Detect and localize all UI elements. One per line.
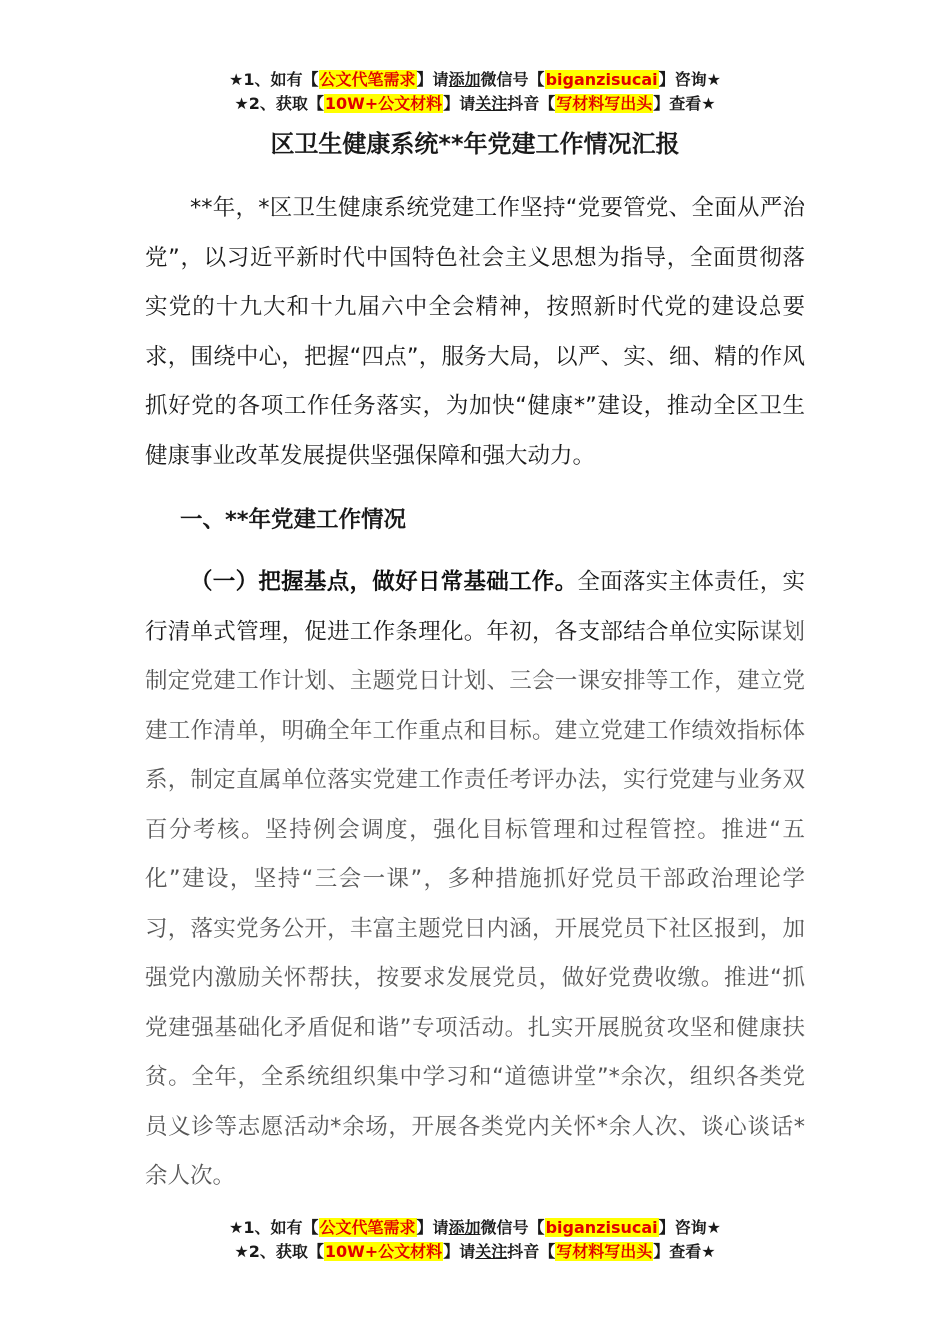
banner-line-1: [0, 68, 950, 92]
banner-text: 】查看★: [653, 94, 716, 113]
banner-text: 】请: [416, 1218, 449, 1237]
document-title: 区卫生健康系统**年党建工作情况汇报: [270, 130, 680, 158]
wechat-id: biganzisucai: [545, 1218, 658, 1237]
douyin-account: 写材料写出头: [556, 1242, 653, 1261]
underlined-text: 添加: [448, 70, 481, 89]
banner-text: 微信号【: [480, 70, 545, 89]
subsection-heading: （一）把握基点，做好日常基础工作。: [190, 569, 578, 595]
banner-text: 】咨询★: [658, 1218, 721, 1237]
underlined-text: 添加: [448, 1218, 481, 1237]
highlight-text: 公文代笔需求: [319, 1218, 416, 1237]
footer-banner: [0, 1216, 950, 1264]
highlight-text: 10W+公文材料: [324, 94, 443, 113]
intro-paragraph: **年，*区卫生健康系统党建工作坚持“党要管党、全面从严治党”，以习近平新时代中国特色社会主义思想为指导，全面贯彻落实党的十九大和十九届六中全会精神，按照新时代党的建设总要求，围绕中心，把握“四点”，服务大局，以严、实、细、精的作风抓好党的各项工作任务落实，为加快“健康*”建设，推动全区卫生健康事业改革发展提供坚强保障和强大动力。: [145, 195, 805, 469]
douyin-account: 写材料写出头: [556, 94, 653, 113]
banner-text: 抖音【: [507, 94, 556, 113]
banner-text: 微信号【: [480, 1218, 545, 1237]
subsection-1-paragraph: [145, 558, 805, 1202]
underlined-text: 关注: [475, 94, 508, 113]
header-banner: [0, 68, 950, 116]
intro-paragraph-block: [145, 184, 805, 481]
section-heading-1: 一、**年党建工作情况: [180, 507, 407, 533]
banner-text: ★1、如有【: [229, 1218, 319, 1237]
banner-text: ★2、获取【: [234, 1242, 324, 1261]
banner-text: 】请: [443, 94, 476, 113]
banner-text: ★1、如有【: [229, 70, 319, 89]
banner-text: 】请: [416, 70, 449, 89]
banner-line-2: [0, 92, 950, 116]
wechat-id: biganzisucai: [545, 70, 658, 89]
banner-text: ★2、获取【: [234, 94, 324, 113]
banner-line-2: [0, 1240, 950, 1264]
banner-text: 】咨询★: [658, 70, 721, 89]
banner-text: 】请: [443, 1242, 476, 1261]
paragraph-text-gray: 谋划制定党建工作计划、主题党日计划、三会一课安排等工作，建立党建工作清单，明确全年工作重点和目标。建立党建工作绩效指标体系，制定直属单位落实党建工作责任考评办法，实行党建与业务双百分考核。坚持例会调度，强化目标管理和过程管控。推进“五化”建设，坚持“三会一课”，多种措施抓好党员干部政治理论学习，落实党务公开，丰富主题党日内涵，开展党员下社区报到，加强党内激励关怀帮扶，按要求发展党员，做好党费收缴。推进“抓党建强基础化矛盾促和谐”专项活动。扎实开展脱贫攻坚和健康扶贫。全年，全系统组织集中学习和“道德讲堂”*余次，组织各类党员义诊等志愿活动*余场，开展各类党内关怀*余人次、谈心谈话*余人次。: [145, 618, 805, 1189]
banner-text: 抖音【: [507, 1242, 556, 1261]
subsection-1-block: [145, 558, 805, 1202]
underlined-text: 关注: [475, 1242, 508, 1261]
highlight-text: 公文代笔需求: [319, 70, 416, 89]
banner-line-1: [0, 1216, 950, 1240]
highlight-text: 10W+公文材料: [324, 1242, 443, 1261]
banner-text: 】查看★: [653, 1242, 716, 1261]
paragraph-text: 全面落实主体责任，实行清单式管理，促进工作条理化。年初，各支部结合单位实际: [145, 569, 805, 645]
